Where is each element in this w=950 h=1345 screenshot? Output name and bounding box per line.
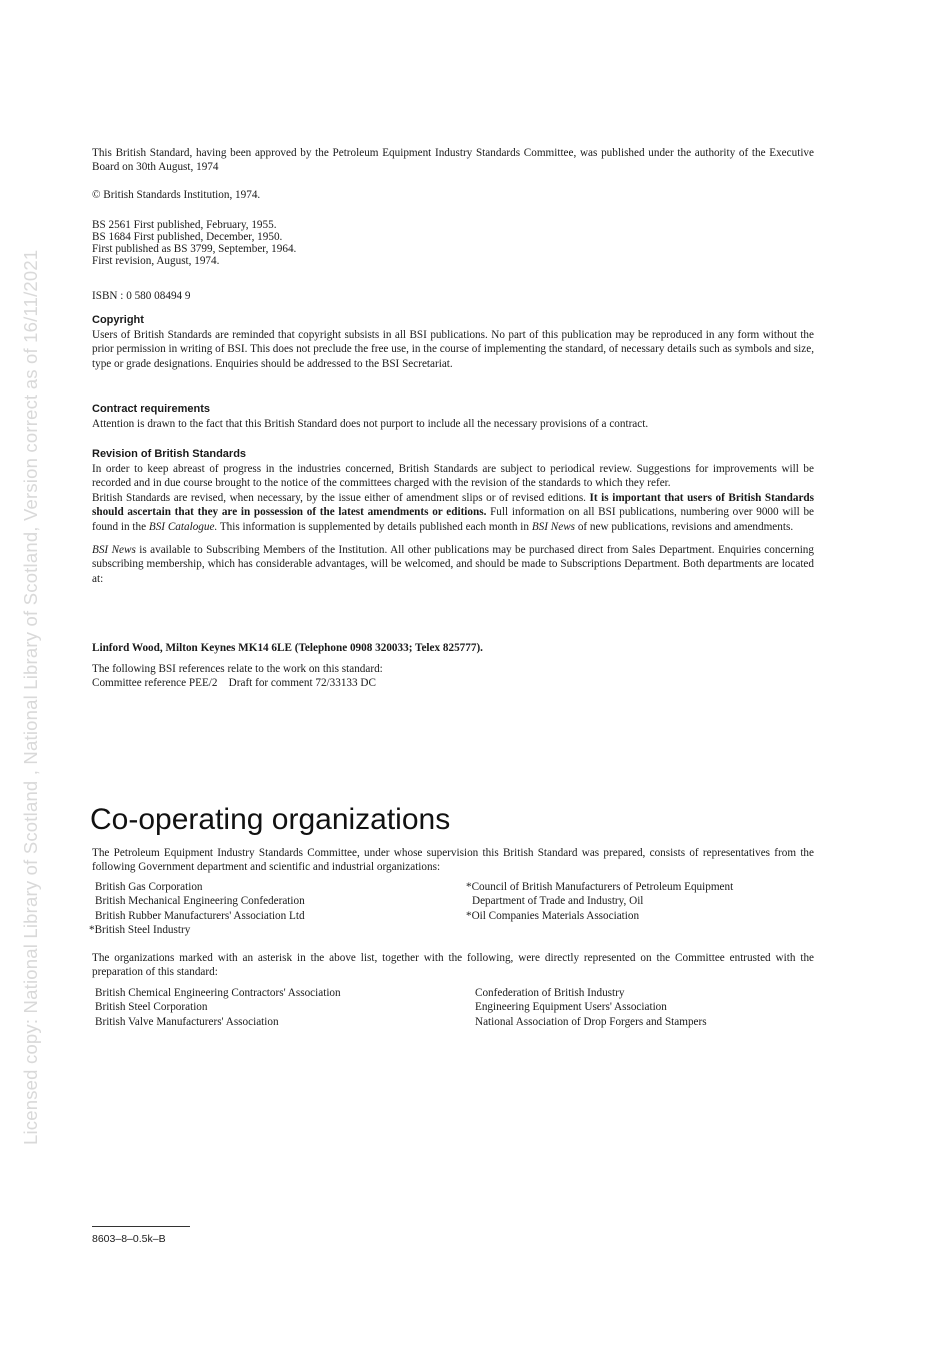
committee-organizations-list (95, 986, 815, 1032)
revision-section (92, 448, 814, 586)
history-line-1: BS 2561 First published, February, 1955. (92, 219, 277, 231)
revision-para-2-a: British Standards are revised, when necessary, by the issue either of amendment slips or of revised editions. (92, 491, 590, 504)
organization-item: Department of Trade and Industry, Oil (472, 895, 644, 908)
organization-item: Confederation of British Industry (475, 987, 625, 999)
organization-item: British Gas Corporation (95, 881, 203, 893)
isbn-text: ISBN : 0 580 08494 9 (92, 290, 191, 302)
contract-heading: Contract requirements (92, 403, 210, 415)
coop-intro-2 (92, 951, 814, 980)
address (92, 641, 814, 655)
revision-para-2-c: This information is supplemented by details published each month in (217, 520, 532, 533)
revision-para-1: In order to keep abreast of progress in the industries concerned, British Standards are subject to periodical review. Suggestions for improvements will be recorded and in due course brought to the notice of the committees charged with the revision of the standards to which they refer. (92, 463, 814, 490)
bsi-news-title: BSI News (531, 520, 576, 533)
revision-important-note: It is important that users of British Standards should ascertain that they are in possession of the latest amendments or editions. (92, 491, 814, 519)
organization-item: National Association of Drop Forgers and Stampers (475, 1015, 707, 1028)
bsi-references (92, 662, 814, 690)
history-line-2: BS 1684 First published, December, 1950. (92, 231, 283, 243)
publication-history (92, 219, 814, 267)
committee-right-column (475, 986, 707, 1029)
copyright-heading: Copyright (92, 314, 144, 326)
bsi-catalogue-title: BSI Catalogue. (148, 520, 218, 533)
committee-reference: Committee reference PEE/2 Draft for comment 72/33133 DC (92, 677, 376, 689)
copyright-line (92, 188, 814, 202)
history-line-3: First published as BS 3799, September, 1964. (92, 243, 297, 255)
organizations-left-column (89, 880, 305, 938)
license-watermark: Licensed copy: National Library of Scotland , National Library of Scotland, Version correct as of 16/11/2021 (20, 249, 41, 1145)
contract-section (92, 403, 814, 431)
organization-item: British Rubber Manufacturers' Association Ltd (95, 909, 305, 922)
coop-intro-text: The Petroleum Equipment Industry Standards Committee, under whose supervision this British Standard was prepared, consists of representatives from the following Government department and scientific and industrial organizations: (92, 847, 814, 874)
revision-para-2-b: Full information on all BSI publications, numbering over 9000 will be found in the (92, 506, 814, 533)
copyright-section (92, 314, 814, 371)
organization-item: *Council of British Manufacturers of Petroleum Equipment (466, 881, 734, 893)
footer-rule (92, 1226, 190, 1227)
references-intro: The following BSI references relate to the work on this standard: (92, 663, 383, 675)
contract-text: Attention is drawn to the fact that this British Standard does not purport to include all the necessary provisions of a contract. (92, 418, 649, 430)
coop-intro (92, 846, 814, 875)
committee-left-column (95, 986, 341, 1029)
organizations-list (89, 880, 815, 940)
approval-text: This British Standard, having been approved by the Petroleum Equipment Industry Standards Committee, was published under the authority of the Executive Board on 30th August, 1974 (92, 147, 814, 174)
copyright-text: Users of British Standards are reminded that copyright subsists in all BSI publications. No part of this publication may be reproduced in any form without the prior permission in writing of BSI. This does not preclude the free use, in the course of implementing the standard, of necessary details such as symbols and size, type or grade designations. Enquiries should be addressed to the BSI Secretariat. (92, 329, 814, 370)
organization-item: *Oil Companies Materials Association (466, 909, 640, 922)
approval-statement (92, 146, 814, 175)
organization-item: British Mechanical Engineering Confederation (95, 895, 305, 908)
copyright-notice: © British Standards Institution, 1974. (92, 189, 261, 201)
organization-item: British Chemical Engineering Contractors' Association (95, 987, 341, 999)
revision-heading: Revision of British Standards (92, 448, 247, 460)
revision-para-2 (92, 491, 814, 534)
organization-item: British Valve Manufacturers' Association (95, 1015, 279, 1028)
history-line-4: First revision, August, 1974. (92, 255, 220, 267)
organization-item: Engineering Equipment Users' Association (475, 1001, 667, 1014)
organization-item: British Steel Corporation (95, 1001, 208, 1014)
coop-intro-2-text: The organizations marked with an asterisk in the above list, together with the following, were directly represented on the Committee entrusted with the preparation of this standard: (92, 952, 814, 979)
revision-para-3 (92, 543, 814, 586)
organizations-right-column (466, 880, 733, 923)
revision-para-3-text: is available to Subscribing Members of the Institution. All other publications may be purchased direct from Sales Department. Enquiries concerning subscribing membership, which has considerable advantages, will be welcomed, and should be made to Subscriptions Department. Both departments are located at: (92, 544, 814, 585)
co-operating-organizations-title: Co-operating organizations (90, 803, 451, 836)
bsi-news-title-2: BSI News (92, 544, 136, 557)
address-text: Linford Wood, Milton Keynes MK14 6LE (Telephone 0908 320033; Telex 825777). (92, 642, 483, 654)
isbn (92, 289, 814, 303)
revision-para-2-d: of new publications, revisions and amendments. (575, 520, 794, 533)
organization-item: *British Steel Industry (89, 924, 191, 937)
print-code: 8603–8–0.5k–B (92, 1233, 166, 1245)
